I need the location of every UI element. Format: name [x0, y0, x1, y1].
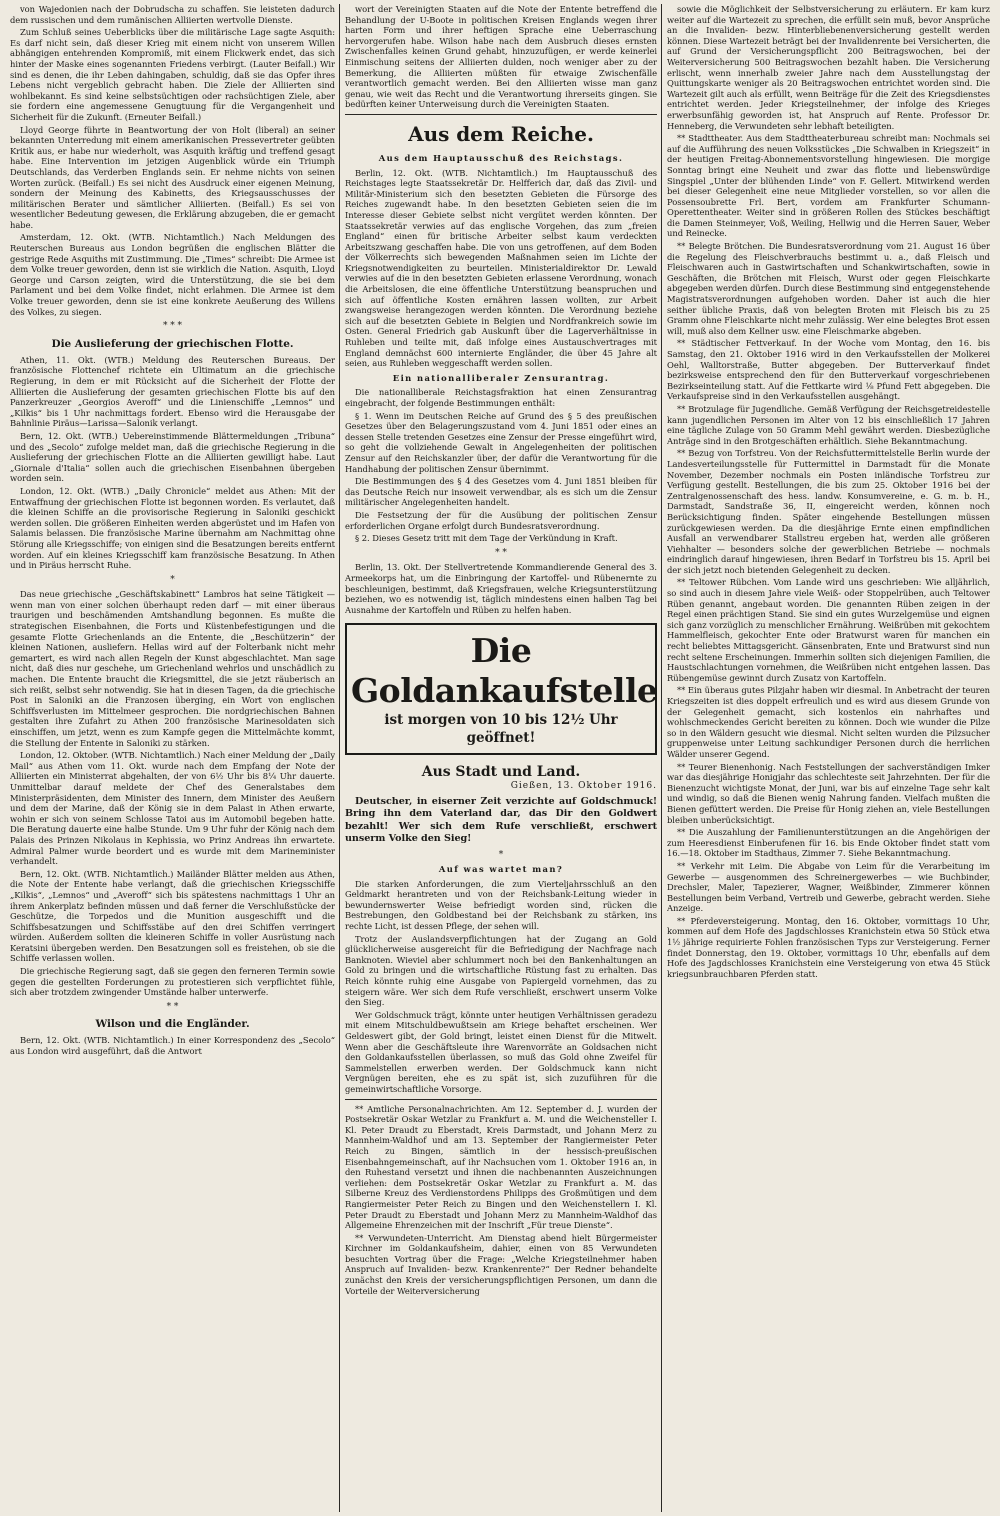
separator-stars: *: [170, 574, 175, 585]
article-paragraph: ** Belegte Brötchen. Die Bundesratsverordnung vom 21. August 16 über die Regelung des Fleischverbrauchs bestimmt u. a., daß Fleisch und Fleischwaren auch in Gastwirtschaften und Schankwirtschaften, sowie in Geschäften, die Brötchen mit Fleisch, Wurst oder gegen Fleischkarte abgegeben werden dürfen. Durch diese Bestimmung sind entgegenstehende Magistratsverordnungen aufgehoben worden. Daher ist auch die hier seither übliche Praxis, daß von belegten Broten mit Fleisch bis zu 25 Gramm ohne Fleischkarte nicht mehr zulässig. Wer eine belegtes Brot essen will, muß also dem Kellner usw. eine Fleischmarke abgeben.: [667, 241, 990, 336]
article-paragraph: Trotz der Auslandsverpflichtungen hat der Zugang an Gold glücklicherweise ausgereicht für die Befriedigung der Nachfrage nach Banknoten. Wieviel aber schlummert noch bei den Bankenhaltungen an Gold zu bringen und die wirtschaftliche Rüstung fast zu erhalten. Das Reich könnte ruhig eine Ausgabe von Papiergeld vornehmen, das zu steigern wäre. Wer sich dem Rufe verschließt, erschwert unserm Volke den Sieg.: [345, 933, 657, 1008]
separator-stars: * *: [495, 547, 507, 558]
article-paragraph: ** Stadttheater. Aus dem Stadttheaterbureau schreibt man: Nochmals sei auf die Aufführung des neuen Volksstückes „Die Schwalben in Kriegszeit“ in der heutigen Freitag-Abonnementsvorstellung hingewiesen. Die morgige Sonntag bringt eine Neuheit und zwar das flotte und liebenswürdige Singspiel „Unter der blühenden Linde“ von F. Gellert. Mitwirkend werden bei dieser Gelegenheit eine neue Mitglieder vorstellen, so vor allen die Possensoubrette Frl. Bert, vordem am Frankfurter Schumann-Operettentheater. Weiter sind in größeren Rollen des Stückes beschäftigt die Damen Steinmeyer, Voß, Weiling, Hellwig und die Herren Sauer, Weber und Reinecke.: [667, 133, 990, 239]
article-paragraph: Die starken Anforderungen, die zum Vierteljahrsschluß an den Geldmarkt herantreten und von der Reichsbank-Leitung wieder in bewundernswerter Weise befriedigt worden sind, rücken die Bestrebungen, den Goldbestand bei der Reichsbank zu stärken, ins rechte Licht, ist dessen Pflege, der sehen will.: [345, 878, 657, 932]
column-rule: [339, 4, 340, 1512]
headline-wilson: Wilson und die Engländer.: [95, 1018, 250, 1031]
article-paragraph: Die Festsetzung der für die Ausübung der politischen Zensur erforderlichen Organe erfolgt durch Bundesratsverordnung.: [345, 509, 657, 531]
article-paragraph: § 1. Wenn im Deutschen Reiche auf Grund des § 5 des preußischen Gesetzes über den Belagerungszustand vom 4. Juni 1851 oder eines an dessen Stelle tretenden Gesetzes eine Zensur der Presse eingeführt wird, so geht die vollziehende Gewalt in Angelegenheiten der politischen Zensur auf den Reichskanzler über, der dafür die Verantwortung für die Handhabung der politischen Zensur übernimmt.: [345, 410, 657, 474]
notice-title: Die Goldankaufstelle: [351, 631, 657, 711]
article-paragraph: ** Ein überaus gutes Pilzjahr haben wir diesmal. In Anbetracht der teuren Kriegszeiten ist dies doppelt erfreulich und es wird aus diesem Grunde von der Gelegenheit gemacht, sich kostenlos ein nahrhaftes und wohlschmeckendes Gericht bereiten zu können. Doch wie wunder die Pilze so in den Wäldern gesucht wie diesmal. Nicht selten wurden die Pilzsucher gruppenweise unter Leitung sachkundiger Personen durch die herrlichen Wälder unserer Gegend.: [667, 685, 990, 759]
separator-stars: * *: [166, 1001, 179, 1012]
column-left: [10, 4, 335, 1512]
column-rule: [661, 4, 662, 1512]
article-paragraph: Bern, 12. Okt. (WTB. Nichtamtlich.) Mailänder Blätter melden aus Athen, die Note der Entente habe verlangt, daß die griechischen Kriegsschiffe „Kilkis“, „Lemnos“ und „Averoff“ sich bis spätestens nachmittags 1 Uhr an ihrem Ankerplatz befinden müssen und daß ferner die Verschlußstücke der Geschütze, die Torpedos und die Munition ausgeschifft und die Schiffsbesatzungen und Schiffsstäbe auf den drei Schiffen verringert würden. Außerdem sollten die kleineren Schiffe in voller Ausrüstung nach Keratsini übergeben werden. Den Besatzungen soll es freistehen, ob sie die Schiffe verlassen wollen.: [10, 868, 335, 964]
article-paragraph: ** Städtischer Fettverkauf. In der Woche vom Montag, den 16. bis Samstag, den 21. Oktober 1916 wird in den Verkaufsstellen der Molkerei Oehl, Walltorstraße, Butter abgegeben. Der Butterverkauf findet bezirksweise entsprechend den für den Butterverkauf vorgeschriebenen Bezirkseinteilung statt. Auf die Fettkarte wird ⅛ Pfund Fett abgegeben. Die Verkaufspreise sind in den Verkaufsstellen ausgehängt.: [667, 338, 990, 402]
article-paragraph: Zum Schluß seines Ueberblicks über die militärische Lage sagte Asquith: Es darf nicht sein, daß dieser Krieg mit einem nicht von unserem Willen abhängigen entehrenden Kompromiß, mit einem Flickwerk endet, das sich hinter der Maske eines sogenannten Friedens verbirgt. (Lauter Beifall.) Wir sind es denen, die ihr Leben dahingaben, schuldig, daß sie das Opfer ihres Lebens nicht vergeblich gebracht haben. Die Ziele der Alliierten sind wohlbekannt. Es sind keine selbstsüchtigen oder rachsüchtigen Ziele, aber sie fordern eine angemessene Genugtuung für die Vergangenheit und Sicherheit für die Zukunft. (Erneuter Beifall.): [10, 27, 335, 122]
article-paragraph: London, 12. Okt. (WTB.) „Daily Chronicle“ meldet aus Athen: Mit der Entwaffnung der griechischen Flotte ist begonnen worden. Es verlautet, daß die kleinen Schiffe an die provisorische Regierung in Saloniki geschickt werden sollen. Die größeren Einheiten werden abgerüstet und im Hafen von Salamis belassen. Die französische Marine übernahm am Nachmittag ohne Störung alle Kriegsschiffe; von einigen sind die Besatzungen bereits entfernt worden. Auf ein kleines Kriegsschiff kam französische Besatzung. In Athen und in Piräus herrscht Ruhe.: [10, 485, 335, 571]
article-paragraph: ** Pferdeversteigerung. Montag, den 16. Oktober, vormittags 10 Uhr, kommen auf dem Hofe des Jagdschlosses Kranichstein etwa 50 Stück etwa 1½ jährige requirierte Fohlen französischen Typs zur Versteigerung. Ferner findet Donnerstag, den 19. Oktober, vormittags 10 Uhr, ebenfalls auf dem Hofe des Jagdschlosses Kranichstein eine Versteigerung von etwa 45 Stück kriegsunbrauchbaren Pferden statt.: [667, 915, 990, 979]
headline-zensurantrag: Ein nationalliberaler Zensurantrag.: [392, 372, 610, 383]
article-paragraph: Bern, 12. Okt. (WTB. Nichtamtlich.) In einer Korrespondenz des „Secolo“ aus London wird ausgeführt, daß die Antwort: [10, 1035, 335, 1057]
column-middle: [345, 4, 657, 1512]
article-paragraph: Wer Goldschmuck trägt, könnte unter heutigen Verhältnissen geradezu mit einem Mitschuldbewußtsein am Kriege behaftet erscheinen. Wer Geldeswert gibt, der Gold bringt, leistet einen Dienst für die Mitwelt. Wenn aber die Geschäftsleute ihre Warenvorräte an Goldsachen nicht den Goldankaufsstellen überlassen, so muß das Gold ohne Zweifel für Sammelstellen erwerben werden. Der Goldschmuck kann nicht Vergnügen bereiten, ehe es zu spät ist, sich zuzuführen für die gemeinwirtschaftliche Vorsorge.: [345, 1009, 657, 1094]
article-paragraph: London, 12. Oktober. (WTB. Nichtamtlich.) Nach einer Meldung der „Daily Mail“ aus Athen vom 11. Okt. wurde nach dem Empfang der Note der Alliierten ein Ministerrat abgehalten, der von 6½ Uhr bis 8¼ Uhr dauerte. Unmittelbar darauf meldete der Chef des Generalstabes dem Ministerpräsidenten, dem Minister des Innern, dem Minister des Aeußern und dem der Marine, daß der König sie in dem Palast in Athen erwarte, wohin er sich von seinem Schlosse Tatoi aus im Automobil begeben hatte. Die Beratung dauerte eine halbe Stunde. Um 9 Uhr fuhr der König nach dem Palais des Prinzen Nikolaus in Kephissia, wo Prinz Andreas ihn erwartete. Admiral Palmer wurde beordert und es wurde mit dem Marineminister verhandelt.: [10, 750, 335, 867]
column-right: [667, 4, 990, 1512]
article-paragraph: Bern, 12. Okt. (WTB.) Uebereinstimmende Blättermeldungen „Tribuna“ und des „Secolo“ zufolge meldet man, daß die griechische Regierung in die Auslieferung der griechischen Flotte an die Alliierten gewilligt habe. Laut „Giornale d'Italia“ sollen auch die griechischen Eisenbahnen übergeben worden sein.: [10, 430, 335, 484]
article-paragraph: Die griechische Regierung sagt, daß sie gegen den ferneren Termin sowie gegen die gestellten Forderungen zu protestieren sich verpflichtet fühle, sich aber trotzdem zwingender Umstände halber unterwerfe.: [10, 966, 335, 998]
headline-hauptausschuss: Aus dem Hauptausschuß des Reichstags.: [378, 152, 624, 163]
article-paragraph: § 2. Dieses Gesetz tritt mit dem Tage der Verkündung in Kraft.: [355, 533, 618, 544]
article-paragraph: ** Die Auszahlung der Familienunterstützungen an die Angehörigen der zum Heeresdienst Einberufenen für 16. bis Ende Oktober findet statt vom 16.—18. Oktober im Stadthaus, Zimmer 7. Siehe Bekanntmachung.: [667, 827, 990, 859]
article-paragraph: sowie die Möglichkeit der Selbstversicherung zu erläutern. Er kam kurz weiter auf die Wartezeit zu sprechen, die erfüllt sein muß, bevor Ansprüche an die Invaliden- bezw. Hinterbliebenenversicherung gestellt werden können. Diese Wartezeit beträgt bei der Invalidenrente bei Versicherten, die auf Grund der Versicherungspflicht 200 Beitragswochen, bei der Weiterversicherung 500 Beitragswochen bezahlt haben. Die Versicherung erlischt, wenn innerhalb zweier Jahre nach dem Ausstellungstag der Quittungskarte weniger als 20 Beitragswochen entrichtet worden sind. Die Wartezeit gilt auch als erfüllt, wenn Beiträge für die Zeit des Kriegsdienstes entrichtet werden. Jeder Kriegsteilnehmer, der infolge des Krieges erwerbsunfähig geworden ist, hat Anspruch auf Rente. Professor Dr. Henneberg, die Verwundeten sehr lebhaft beteiligten.: [667, 4, 990, 131]
headline-auf-was-wartet-man: Auf was wartet man?: [438, 864, 564, 875]
article-paragraph: Athen, 11. Okt. (WTB.) Meldung des Reuterschen Bureaus. Der französische Flottenchef richtete ein Ultimatum an die griechische Regierung, in dem er mit Rücksicht auf die Sicherheit der Flotte der Alliierten die Auslieferung der gesamten griechischen Flotte bis auf den Panzerkreuzer „Georgios Averoff“ und die Linienschiffe „Lemnos“ und „Kilkis“ bis 1 Uhr nachmittags fordert. Ebenso wird die Herausgabe der Bahnlinie Piräus—Larissa—Salonik verlangt.: [10, 354, 335, 429]
article-paragraph: Lloyd George führte in Beantwortung der von Holt (liberal) an seiner bekannten Unterredung mit einem amerikanischen Pressevertreter geübten Kritik aus, er habe nur wiederholt, was Asquith kräftig und treffend gesagt habe. Eine Intervention im jetzigen Augenblick würde ein Triumph Deutschlands, das Verderben Englands sein. Er nehme nichts von seinen Worten zurück. (Beifall.) Es sei nicht des Ausdruck einer eigenen Meinung, sondern der Meinung des Kabinetts, des Kriegsausschusses der militärischen Berater und sämtlicher Alliierten. (Beifall.) Es sei von wesentlicher Bedeutung gewesen, die Erklärung abzugeben, die er gemacht habe.: [10, 124, 335, 230]
article-paragraph: Die Bestimmungen des § 4 des Gesetzes vom 4. Juni 1851 bleiben für das Deutsche Reich nur insoweit verwendbar, als es sich um die Zensur militärischer Angelegenheiten handelt.: [345, 476, 657, 508]
notice-subtitle: ist morgen von 10 bis 12½ Uhr geöffnet!: [384, 712, 618, 747]
article-paragraph: ** Amtliche Personalnachrichten. Am 12. September d. J. wurden der Postsekretär Oskar Wetzlar zu Frankfurt a. M. und die Weichensteller I. Kl. Peter Draudt zu Eberstadt, Kreis Darmstadt, und Johann Merz zu Mannheim-Waldhof und am 13. September der Rangiermeister Peter Reich zu Bingen, sämtlich in der hessisch-preußischen Eisenbahngemeinschaft, auf ihr Nachsuchen vom 1. Oktober 1916 an, in den Ruhestand versetzt und ihnen die nachbenannten Auszeichnungen verliehen: dem Postsekretär Oskar Wetzlar zu Frankfurt a. M. das Silberne Kreuz des Verdienstordens Philipps des Großmütigen und dem Rangiermeister Peter Reich zu Bingen und den Weichenstellern I. Kl. Peter Draudt zu Eberstadt und Johann Merz zu Mannheim-Waldhof das Allgemeine Ehrenzeichen mit der Inschrift „Für treue Dienste“.: [345, 1103, 657, 1231]
headline-greek-fleet: Die Auslieferung der griechischen Flotte.: [51, 337, 294, 350]
article-paragraph: Amsterdam, 12. Okt. (WTB. Nichtamtlich.) Nach Meldungen des Reuterschen Bureaus aus London begrüßen die englischen Blätter die gestrige Rede Asquiths mit Zustimmung. Die „Times“ schreibt: Die Armee ist dem Volke treuer geworden, denn ist sie wirklich die Nation. Asquith, Lloyd George und Carson zeigten, wird die Unterstützung, die sie bei dem Parlament und bei dem Volke findet, nicht erlahmen. Die Armee ist dem Volke treuer geworden, denn sie ist eine konkrete Aeußerung des Willens des Volkes, zu siegen.: [10, 232, 335, 317]
article-paragraph: ** Teurer Bienenhonig. Nach Feststellungen der sachverständigen Imker war das diesjährige Honigjahr das schlechteste seit Jahrzehnten. Der für die Bienenzucht wichtigste Monat, der Juni, war bis auf einzelne Tage sehr kalt und windig, so daß die Bienen wenig Nahrung fanden. Vielfach mußten die Bienen gefüttert werden. Die Preise für Honig ziehen an, viele Bestellungen bleiben unberücksichtigt.: [667, 761, 990, 825]
separator-stars: * * *: [163, 321, 182, 332]
section-title-stadt: Aus Stadt und Land.: [421, 764, 581, 781]
dateline: Gießen, 13. Oktober 1916.: [510, 781, 657, 792]
article-paragraph: von Wajedonien nach der Dobrudscha zu schaffen. Sie leisteten dadurch dem russischen und dem rumänischen Alliierten wertvolle Dienste.: [10, 4, 335, 25]
article-paragraph: Berlin, 12. Okt. (WTB. Nichtamtlich.) Im Hauptausschuß des Reichstages legte Staatssekretär Dr. Helfferich dar, daß das Zivil- und Militär-Ministerium sich den besetzten Gebieten die Fürsorge des Reiches zugewandt habe. In den besetzten Gebieten seien die im Interesse dieser Gebiete selbst nicht vergütet werden könnten. Der Staatssekretär verwies auf das englische Vorgehen, das zum „freien England“ einen für britische Arbeiter selbst kaum verdeckten Arbeitszwang geschaffen habe. Die von uns getroffenen, auf dem Boden der Völkerrechts sich bewegenden Maßnahmen seien im Lichte der Kriegsnotwendigkeiten zu beurteilen. Ministerialdirektor Dr. Lewald verwies auf die in den besetzten Gebieten erlassene Verordnung, wonach die Arbeitslosen, die eine öffentliche Unterstützung beanspruchen und sich auf öffentliche Kosten ernähren lassen wollten, zur Arbeit zwangsweise herangezogen werden könnten. Die Verordnung beziehe sich auf die besetzten Gebiete in Belgien und Nordfrankreich sowie im Osten. General Friedrich gab Auskunft über die Lagerverhältnisse in Ruhleben und teilte mit, daß infolge eines Austauschvertrages mit England demnächst 600 internierte Engländer, die über 45 Jahre alt seien, aus Ruhleben weggeschafft werden sollen.: [345, 167, 657, 369]
divider: [345, 114, 657, 115]
article-paragraph: ** Brotzulage für Jugendliche. Gemäß Verfügung der Reichsgetreidestelle kann jugendlichen Personen im Alter von 12 bis einschließlich 17 Jahren eine tägliche Zulage von 50 Gramm Mehl gewährt werden. Diesbezügliche Anträge sind in den Brotgeschäften erhältlich. Siehe Bekanntmachung.: [667, 403, 990, 446]
goldankaufstelle-notice: [345, 623, 657, 755]
article-paragraph: wort der Vereinigten Staaten auf die Note der Entente betreffend die Behandlung der U-Boote in politischen Kreisen Englands wegen ihrer harten Form und ihrer heftigen Sprache eine Ueberraschung hervorgerufen habe. Wilson habe nach dem Ausbruch dieses ernsten Zwischenfalles keinen Grund gehabt, hinzuzufügen, er werde keinerlei Einmischung seitens der Alliierten dulden, noch weniger aber zu der Bemerkung, die Alliierten müßten für etwaige Zwischenfälle verantwortlich gemacht werden. Bei den Alliierten wisse man ganz genau, wie weit das Recht und die Verantwortung ihrerseits gingen. Sie bedürften keiner Unterweisung durch die Vereinigten Staaten.: [345, 4, 657, 110]
article-paragraph: Das neue griechische „Geschäftskabinett“ Lambros hat seine Tätigkeit — wenn man von einer solchen überhaupt reden darf — mit einer überaus traurigen und beschämenden Amtshandlung begonnen. Es mußte die strategischen Eisenbahnen, die Forts und Küstenbefestigungen und die gesamte Flotte Griechenlands an die Entente, die „Beschützerin“ der kleinen Nationen, ausliefern. Hellas wird auf der Folterbank nicht mehr gemartert, es wird nach allen Regeln der Kunst abgeschlachtet. Man sage nicht, daß dies nur geschehe, um Griechenland wehrlos und unschädlich zu machen. Die Entente braucht die Kriegsmittel, die sie jetzt räuberisch an sich reißt, selbst sehr notwendig. Sie hat in diesen Tagen, da die griechische Post in Saloniki an die Franzosen überging, ein Wort von englischen Schiffsverlusten im Mittelmeer gesprochen. Die nordgriechischen Bahnen gestalten ihre Zufahrt zu Athen 200 französische Marinesoldaten sich einschiffen, um jetzt, wenn es zum Kampfe gegen die Mittelmächte kommt, die Stellung der Entente in Saloniki zu stärken.: [10, 589, 335, 748]
article-paragraph: ** Verkehr mit Leim. Die Abgabe von Leim für die Verarbeitung im Gewerbe — ausgenommen des Schreinergewerbes — wie Buchbinder, Drechsler, Maler, Tapezierer, Wagner, Weißbinder, Zimmerer können Bestellungen beim Verband, Vertreib und Gewerbe, gebracht werden. Siehe Anzeige.: [667, 860, 990, 914]
article-paragraph: Berlin, 13. Okt. Der Stellvertretende Kommandierende General des 3. Armeekorps hat, um die Einbringung der Kartoffel- und Rübenernte zu beschleunigen, bestimmt, daß Kriegsfrauen, welche Kriegsunterstützung beziehen, wo es notwendig ist, täglich mindestens einen halben Tag bei Ausnahme der Kartoffeln und Rüben zu helfen haben.: [345, 562, 657, 615]
separator-stars: *: [498, 849, 504, 860]
gold-appeal: Deutscher, in eiserner Zeit verzichte auf Goldschmuck! Bring ihn dem Vaterland dar, das Dir den Goldwert bezahlt! Wer sich dem Rufe verschließt, erschwert unserm Volke den Sieg!: [345, 795, 657, 845]
divider: [345, 1099, 657, 1100]
article-paragraph: Die nationalliberale Reichstagsfraktion hat einen Zensurantrag eingebracht, der folgende Bestimmungen enthält:: [345, 387, 657, 408]
article-paragraph: ** Verwundeten-Unterricht. Am Dienstag abend hielt Bürgermeister Kirchner im Goldankaufsheim, dahier, einen von 85 Verwundeten besuchten Vortrag über die Frage: „Welche Kriegsteilnehmer haben Anspruch auf Invaliden- bezw. Krankenrente?“ Der Redner behandelte zunächst den Kreis der versicherungspflichtigen Personen, um dann die Vorteile der Weiterversicherung: [345, 1232, 657, 1296]
article-paragraph: ** Bezug von Torfstreu. Von der Reichsfuttermittelstelle Berlin wurde der Landesverteilungsstelle für Futtermittel in Darmstadt für die Monate November, Dezember nochmals ein Posten inländische Torfstreu zur Verfügung gestellt. Bestellungen, die bis zum 25. Oktober 1916 bei der Zentralgenossenschaft des hess. landw. Konsumvereine, e. G. m. b. H., Darmstadt, Sandstraße 36, II, eingereicht werden, können noch Berücksichtigung finden. Später eingehende Bestellungen müssen zurückgewiesen werden. Da die diesjährige Ernte einen empfindlichen Ausfall an verwendbarer Stallstreu ergeben hat, werden alle größeren Viehhalter — besonders solche der gewerblichen Betriebe — nochmals eindringlich darauf hingewiesen, ihren Bedarf in Torfstreu bis 15. April bei der sich jetzt noch bietenden Gelegenheit zu decken.: [667, 448, 990, 575]
section-title-reich: Aus dem Reiche.: [408, 121, 594, 146]
article-paragraph: ** Teltower Rübchen. Vom Lande wird uns geschrieben: Wie alljährlich, so sind auch in diesem Jahre viele Weiß- oder Stoppelrüben, auch Teltower Rüben genannt, angebaut worden. Die genannten Rüben zeigen in der Regel einen prächtigen Stand. Sie sind ein gutes Wurzelgemüse und eignen sich ganz vorzüglich zu menschlicher Ernährung. Weißrüben mit gekochtem Hammelfleisch, gekochter Ente oder Bratwurst waren für manchen ein recht beliebtes Mittagsgericht. Gänsenbraten, Ente und Bratwurst sind nun recht seltene Erscheinungen. Immerhin sollten sich diejenigen Familien, die Haustschlachtungen vornehmen, die Weißrüben nicht entgehen lassen. Das Rübengemüse gewinnt durch Zusatz von Kartoffeln.: [667, 577, 990, 683]
